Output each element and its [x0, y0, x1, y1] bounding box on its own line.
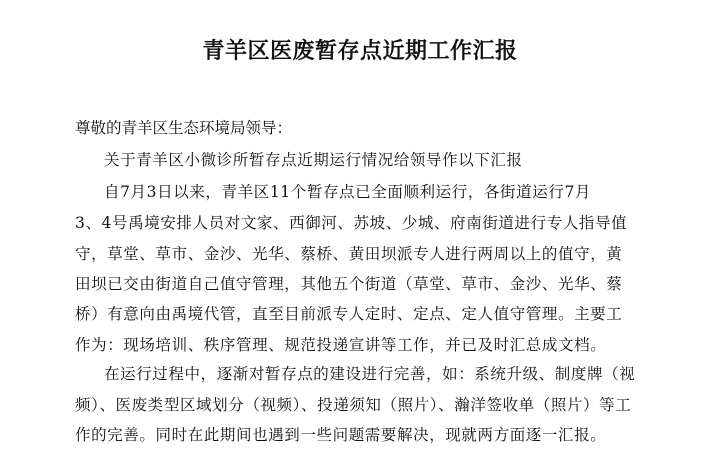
paragraph1-line: 田坝已交由街道自己值守管理，其他五个街道（草堂、草市、金沙、光华、蔡 — [75, 275, 623, 293]
paragraph1-line: 自7月3日以来，青羊区11个暂存点已全面顺利运行，各街道运行7月 — [104, 183, 592, 201]
paragraph1-line: 桥）有意向由禹境代管，直至目前派专人定时、定点、定人值守管理。主要工 — [75, 305, 623, 323]
intro-line: 关于青羊区小微诊所暂存点近期运行情况给领导作以下汇报 — [104, 151, 523, 169]
paragraph1-line: 守，草堂、草市、金沙、光华、蔡桥、黄田坝派专人进行两周以上的值守，黄 — [75, 245, 623, 263]
paragraph1-line: 3、4号禹境安排人员对文家、西御河、苏坡、少城、府南街道进行专人指导值 — [75, 214, 628, 232]
paragraph1-line: 作为：现场培训、秩序管理、规范投递宣讲等工作，并已及时汇总成文档。 — [75, 336, 607, 354]
document-title: 青羊区医废暂存点近期工作汇报 — [202, 39, 518, 64]
salutation: 尊敬的青羊区生态环境局领导： — [75, 119, 293, 137]
paragraph2-line: 频）、医废类型区域划分（视频）、投递须知（照片）、瀚洋签收单（照片）等工 — [75, 396, 632, 414]
paragraph2-line: 作的完善。同时在此期间也遇到一些问题需要解决，现就两方面逐一汇报。 — [75, 426, 607, 444]
paragraph2-line: 在运行过程中，逐渐对暂存点的建设进行完善，如：系统升级、制度牌（视 — [104, 365, 636, 383]
